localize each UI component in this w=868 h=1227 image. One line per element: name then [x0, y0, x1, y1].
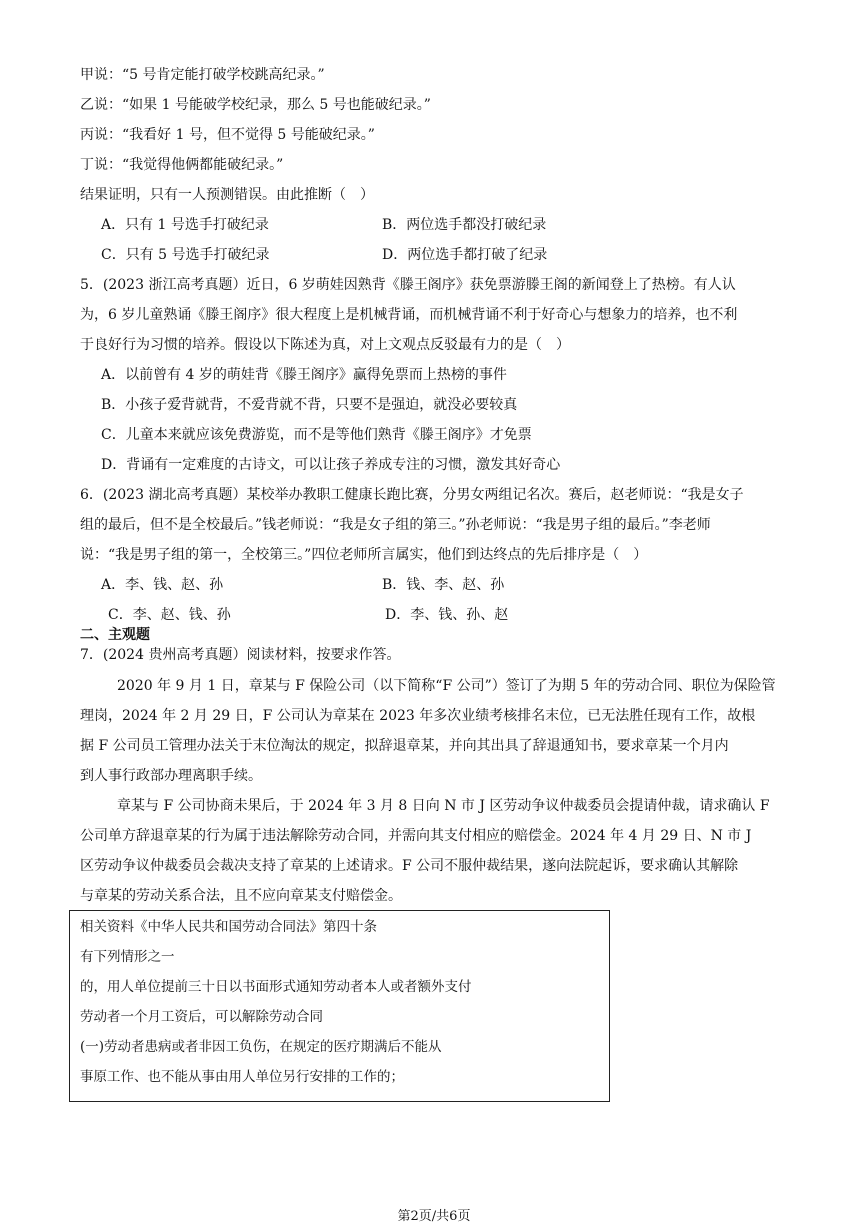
option-c: C．只有 5 号选手打破纪录: [101, 247, 270, 263]
option-c: C．儿童本来就应该免费游览，而不是等他们熟背《滕王阁序》才免票: [101, 427, 532, 443]
question-6-line-1: 6．(2023 湖北高考真题）某校举办教职工健康长跑比赛，分男女两组记名次。赛后，赵老师说：“我是女子: [80, 487, 744, 503]
box-line-3: 的，用人单位提前三十日以书面形式通知劳动者本人或者额外支付: [80, 979, 472, 995]
box-line-4: 劳动者一个月工资后，可以解除劳动合同: [80, 1009, 323, 1025]
statement-ding: 丁说：“我觉得他俩都能破纪录。”: [80, 157, 284, 173]
option-a: A．以前曾有 4 岁的萌娃背《滕王阁序》赢得免票而上热榜的事件: [101, 367, 507, 383]
paragraph-2-line-2: 公司单方辞退章某的行为属于违法解除劳动合同，并需向其支付相应的赔偿金。2024 年 4 月 29 日、N 市 J: [80, 828, 752, 844]
box-line-1: 相关资料《中华人民共和国劳动合同法》第四十条: [80, 919, 377, 935]
question-7-intro: 7．(2024 贵州高考真题）阅读材料，按要求作答。: [80, 647, 401, 663]
option-d: D．两位选手都打破了纪录: [382, 247, 548, 263]
option-a: A．只有 1 号选手打破纪录: [101, 217, 269, 233]
question-6-line-3: 说：“我是男子组的第一，全校第三。”四位老师所言属实，他们到达终点的先后排序是（ ）: [80, 547, 648, 563]
question-5-line-1: 5．(2023 浙江高考真题）近日，6 岁萌娃因熟背《滕王阁序》获免票游滕王阁的新闻登上了热榜。有人认: [80, 277, 736, 293]
option-b: B．钱、李、赵、孙: [382, 577, 505, 593]
option-d: D．背诵有一定难度的古诗文，可以让孩子养成专注的习惯，激发其好奇心: [101, 457, 561, 473]
paragraph-1-line-1: 2020 年 9 月 1 日，章某与 F 保险公司（以下简称“F 公司”）签订了为期 5 年的劳动合同、职位为保险管: [117, 678, 776, 694]
option-b: B．小孩子爱背就背，不爱背就不背，只要不是强迫，就没必要较真: [101, 397, 518, 413]
paragraph-2-line-4: 与章某的劳动关系合法，且不应向章某支付赔偿金。: [80, 888, 402, 904]
statement-yi: 乙说：“如果 1 号能破学校纪录，那么 5 号也能破纪录。”: [80, 97, 431, 113]
box-line-2: 有下列情形之一: [80, 949, 175, 965]
option-b: B．两位选手都没打破纪录: [382, 217, 547, 233]
box-line-5: (一)劳动者患病或者非因工负伤，在规定的医疗期满后不能从: [80, 1039, 442, 1055]
option-d: D．李、钱、孙、赵: [385, 607, 509, 623]
question-5-line-2: 为，6 岁儿童熟诵《滕王阁序》很大程度上是机械背诵，而机械背诵不利于好奇心与想象力的培养，也不利: [80, 307, 738, 323]
paragraph-1-line-3: 据 F 公司员工管理办法关于末位淘汰的规定，拟辞退章某，并向其出具了辞退通知书，要求章某一个月内: [80, 738, 729, 754]
statement-jia: 甲说：“5 号肯定能打破学校跳高纪录。”: [80, 67, 325, 83]
option-a: A．李、钱、赵、孙: [101, 577, 224, 593]
reference-material-box: [69, 910, 610, 1102]
box-line-6: 事原工作、也不能从事由用人单位另行安排的工作的；: [80, 1069, 404, 1085]
question-5-line-3: 于良好行为习惯的培养。假设以下陈述为真，对上文观点反驳最有力的是（ ）: [80, 337, 570, 353]
page-footer: 第2页/共6页: [397, 1209, 471, 1224]
question-6-line-2: 组的最后，但不是全校最后。”钱老师说：“我是女子组的第三。”孙老师说：“我是男子组的最后。”李老师: [80, 517, 711, 533]
option-c: C．李、赵、钱、孙: [108, 607, 231, 623]
section-title: 二、主观题: [80, 627, 150, 643]
statement-bing: 丙说：“我看好 1 号，但不觉得 5 号能破纪录。”: [80, 127, 375, 143]
paragraph-1-line-4: 到人事行政部办理离职手续。: [80, 768, 262, 784]
question-stem: 结果证明，只有一人预测错误。由此推断（ ）: [80, 187, 374, 203]
paragraph-2-line-3: 区劳动争议仲裁委员会裁决支持了章某的上述请求。F 公司不服仲裁结果，遂向法院起诉，要求确认其解除: [80, 858, 739, 874]
paragraph-2-line-1: 章某与 F 公司协商未果后，于 2024 年 3 月 8 日向 N 市 J 区劳动争议仲裁委员会提请仲裁，请求确认 F: [117, 798, 770, 814]
paragraph-1-line-2: 理岗，2024 年 2 月 29 日，F 公司认为章某在 2023 年多次业绩考核排名末位，已无法胜任现有工作，故根: [80, 708, 756, 724]
